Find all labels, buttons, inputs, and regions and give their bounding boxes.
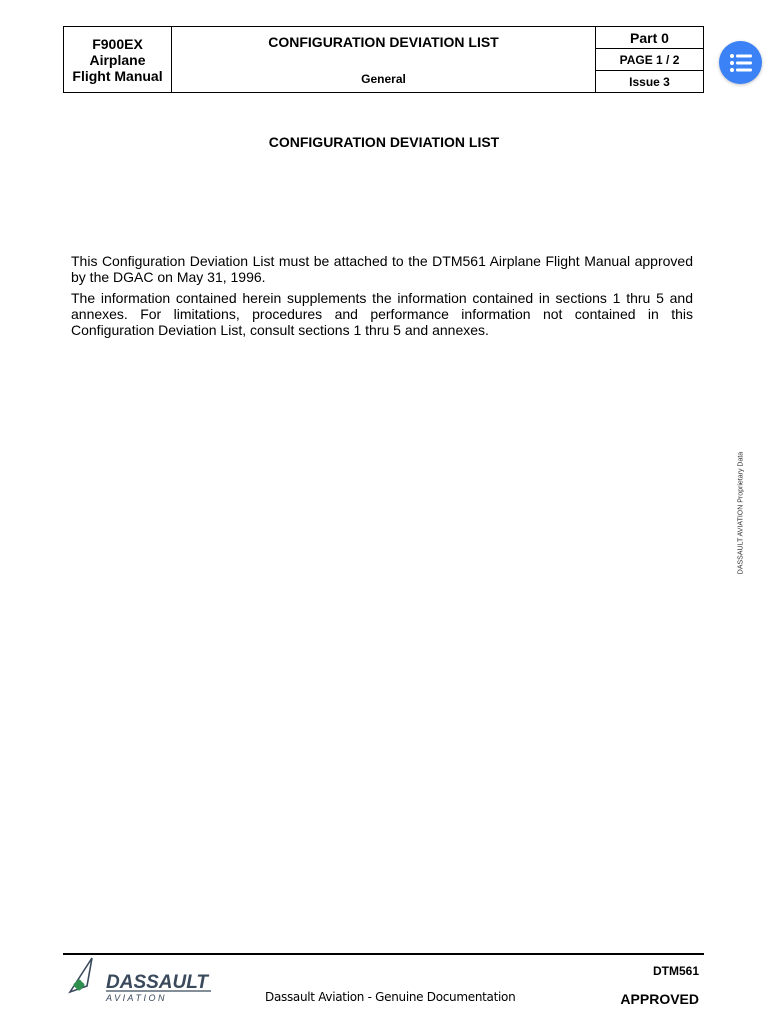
footer-divider bbox=[63, 953, 704, 955]
manual-line-1: Airplane bbox=[89, 51, 146, 68]
paragraph-attachment: This Configuration Deviation List must be attached to the DTM561 Airplane Flight Manual approved by the DGAC on May 31, 1996. bbox=[71, 253, 693, 285]
paragraph-information: The information contained herein supplements the information contained in sections 1 thru 5 and annexes. For limitations, procedures and performance information not contained in this Configuration Deviation List, consult sections 1 thru 5 and annexes. bbox=[71, 290, 693, 338]
logo-wordmark: DASSAULT bbox=[106, 972, 209, 993]
part-number: Part 0 bbox=[630, 29, 669, 46]
footer-approved-status: APPROVED bbox=[620, 991, 699, 1007]
header-title-cell bbox=[172, 27, 596, 92]
document-title: CONFIGURATION DEVIATION LIST bbox=[268, 134, 500, 150]
header-table bbox=[63, 26, 704, 93]
dassault-logo bbox=[66, 956, 216, 1006]
manual-line-2: Flight Manual bbox=[72, 67, 163, 84]
page-number: PAGE 1 / 2 bbox=[596, 48, 703, 71]
header-info-cell bbox=[596, 27, 703, 92]
toc-button[interactable] bbox=[719, 41, 762, 84]
footer-genuine-documentation: Dassault Aviation - Genuine Documentation bbox=[265, 990, 516, 1004]
footer-document-id: DTM561 bbox=[652, 964, 699, 978]
header-title: CONFIGURATION DEVIATION LIST bbox=[268, 34, 499, 50]
proprietary-notice: DASSAULT AVIATION Proprietary Data bbox=[737, 451, 745, 575]
list-icon bbox=[729, 53, 753, 73]
aircraft-model: F900EX bbox=[92, 35, 143, 52]
issue-number: Issue 3 bbox=[629, 74, 670, 89]
logo-clover bbox=[74, 980, 85, 991]
header-subtitle: General bbox=[361, 72, 406, 86]
header-manual-cell bbox=[64, 27, 172, 92]
logo-subtext: A V I A T I O N bbox=[106, 993, 165, 1003]
